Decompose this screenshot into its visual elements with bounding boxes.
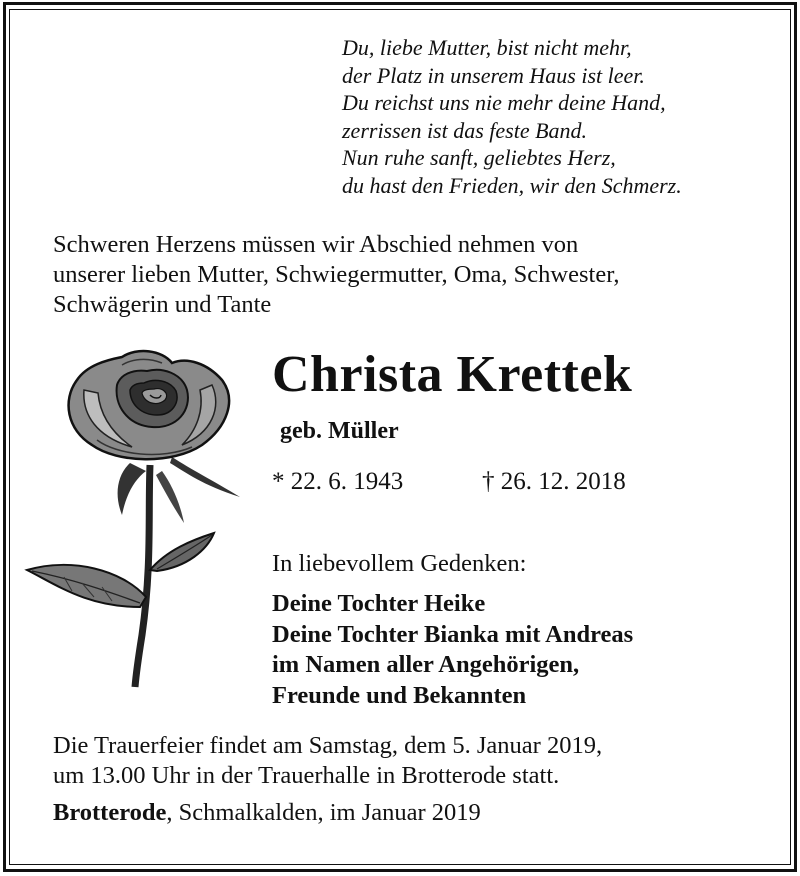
- intro-text: [53, 230, 620, 320]
- mourner-line: Freunde und Bekannten: [272, 681, 527, 709]
- mourner-line: im Namen aller Angehörigen,: [272, 651, 580, 678]
- intro-line: Schwägerin und Tante: [53, 291, 272, 318]
- ceremony-line: Die Trauerfeier findet am Samstag, dem 5. Januar 2019,: [53, 732, 603, 759]
- intro-line: Schweren Herzens müssen wir Abschied nehmen von: [53, 231, 579, 258]
- poem: [342, 34, 682, 199]
- poem-line: zerrissen ist das feste Band.: [342, 117, 588, 143]
- poem-line: der Platz in unserem Haus ist leer.: [342, 62, 645, 88]
- mourner-line: Deine Tochter Bianka mit Andreas: [272, 620, 634, 648]
- deceased-name: Christa Krettek: [272, 346, 633, 403]
- maiden-name: geb. Müller: [280, 418, 399, 444]
- closing-rest: , Schmalkalden, im Januar 2019: [166, 799, 481, 826]
- memorial-heading: In liebevollem Gedenken:: [272, 550, 527, 577]
- poem-line: Du reichst uns nie mehr deine Hand,: [342, 90, 666, 115]
- birth-date: * 22. 6. 1943: [272, 468, 404, 495]
- poem-line: Du, liebe Mutter, bist nicht mehr,: [342, 35, 632, 60]
- ceremony-info: [53, 731, 602, 790]
- poem-line: du hast den Frieden, wir den Schmerz.: [342, 172, 682, 198]
- poem-line: Nun ruhe sanft, geliebtes Herz,: [342, 145, 616, 170]
- rose-icon: [22, 345, 252, 690]
- ceremony-line: um 13.00 Uhr in der Trauerhalle in Brotterode statt.: [53, 761, 560, 789]
- mourners-list: [272, 589, 633, 711]
- intro-line: unserer lieben Mutter, Schwiegermutter, Oma, Schwester,: [53, 261, 620, 288]
- mourner-line: Deine Tochter Heike: [272, 590, 486, 617]
- closing-place: Brotterode: [53, 799, 167, 826]
- death-date: † 26. 12. 2018: [482, 468, 626, 495]
- closing-line: [53, 799, 481, 827]
